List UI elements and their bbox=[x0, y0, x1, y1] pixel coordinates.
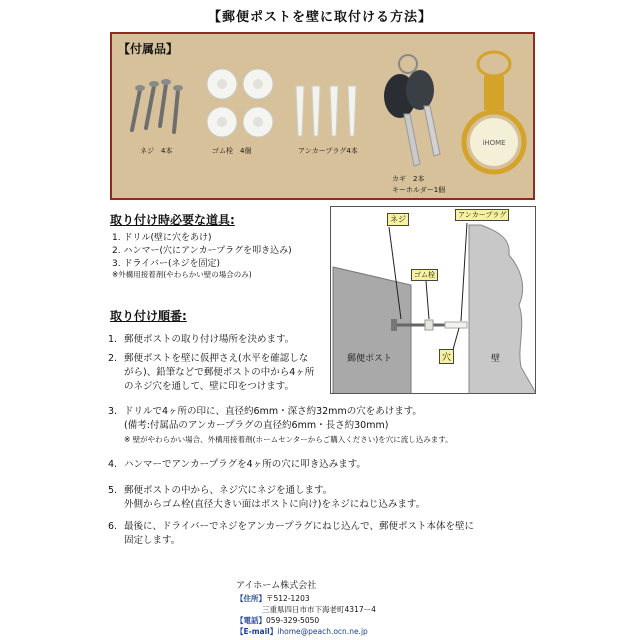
anchor-plugs-image bbox=[288, 84, 366, 140]
procedure-step-3 bbox=[108, 405, 453, 447]
step-text: (備考:付属品のアンカープラグの直径約6mm・長さ約30mm) bbox=[124, 420, 389, 431]
accessories-panel bbox=[110, 32, 535, 200]
keys-image bbox=[374, 54, 460, 174]
step-note: ※ 壁がやわらかい場合、外構用接着剤(ホームセンターからご購入ください)を穴に流し込みます。 bbox=[124, 435, 453, 444]
step-text: がら)、鉛筆などで郵便ポストの中から4ヶ所 bbox=[124, 367, 315, 378]
wall-shape bbox=[469, 225, 536, 394]
company-address: 三重県四日市市下海老町4317ー4 bbox=[262, 605, 376, 614]
accessories-heading: 【付属品】 bbox=[118, 42, 179, 56]
company-name: アイホーム株式会社 bbox=[236, 581, 317, 591]
screws-image bbox=[126, 78, 196, 140]
diagram-screw-label: ネジ bbox=[387, 213, 409, 226]
step-number: 2. bbox=[108, 353, 118, 364]
tool-item-hammer: 2. ハンマー(穴にアンカープラグを叩き込み) bbox=[112, 246, 292, 256]
step-text: ハンマーでアンカープラグを4ヶ所の穴に叩き込みます。 bbox=[124, 459, 366, 470]
email-link[interactable]: ihome@peach.ocn.ne.jp bbox=[277, 627, 368, 636]
step-number: 4. bbox=[108, 459, 118, 470]
procedure-heading: 取り付け順番: bbox=[110, 309, 187, 323]
step-text: のネジ穴を通して、壁に印をつけます。 bbox=[124, 381, 295, 392]
anchor-plugs-label: アンカープラグ4本 bbox=[298, 147, 358, 155]
step-text: 固定します。 bbox=[124, 535, 181, 546]
phone-label: 【電話】 bbox=[236, 616, 266, 625]
phone-number: 059-329-5050 bbox=[266, 616, 320, 625]
step-number: 1. bbox=[108, 334, 118, 345]
keyholder-label: キーホルダー1個 bbox=[392, 186, 446, 194]
company-email[interactable] bbox=[236, 626, 368, 637]
tool-note: ※外構用接着剤(やわらかい壁の場合のみ) bbox=[112, 270, 252, 279]
step-text: 郵便ポストの中から、ネジ穴にネジを通します。 bbox=[124, 485, 333, 496]
tools-heading: 取り付け時必要な道具: bbox=[110, 213, 235, 227]
postal-code: 〒512-1203 bbox=[266, 594, 310, 603]
diagram-rubber-label: ゴム栓 bbox=[411, 269, 438, 281]
keys-label: カギ 2本 bbox=[392, 175, 425, 183]
company-address-postal bbox=[236, 593, 310, 604]
step-number: 6. bbox=[108, 521, 118, 532]
diagram-anchor-label: アンカープラグ bbox=[455, 209, 509, 221]
tool-item-drill: 1. ドリル(壁に穴をあけ) bbox=[112, 233, 212, 243]
procedure-step-5 bbox=[108, 484, 425, 512]
screws-label: ネジ 4本 bbox=[140, 147, 173, 155]
tool-item-driver: 3. ドライバー(ネジを固定) bbox=[112, 259, 221, 269]
step-number: 5. bbox=[108, 485, 118, 496]
page-title: 【郵便ポストを壁に取付ける方法】 bbox=[207, 10, 432, 25]
diagram-wall-label: 壁 bbox=[491, 354, 501, 364]
rubber-plugs-label: ゴム栓 4個 bbox=[212, 147, 252, 155]
company-phone bbox=[236, 615, 319, 626]
step-text: 郵便ポストの取り付け場所を決めます。 bbox=[124, 334, 295, 345]
mailbox-shape bbox=[333, 267, 411, 394]
procedure-step-2 bbox=[108, 352, 314, 394]
installation-diagram bbox=[330, 206, 536, 394]
email-label: 【E-mail】 bbox=[236, 627, 278, 636]
step-number: 3. bbox=[108, 406, 118, 417]
procedure-step-4 bbox=[108, 458, 366, 472]
keyholder-image bbox=[460, 50, 530, 180]
diagram-hole-label: 穴 bbox=[439, 349, 454, 364]
procedure-step-6 bbox=[108, 520, 474, 548]
step-text: 最後に、ドライバーでネジをアンカープラグにねじ込んで、郵便ポスト本体を壁に bbox=[124, 521, 474, 532]
step-text: ドリルで4ヶ所の印に、直径約6mm・深さ約32mmの穴をあけます。 bbox=[124, 406, 422, 417]
rubber-plugs-image bbox=[204, 66, 280, 144]
diagram-post-label: 郵便ポスト bbox=[347, 354, 393, 364]
keyholder-logo-text: iHOME bbox=[482, 139, 506, 147]
procedure-step-1 bbox=[108, 333, 294, 347]
address-label: 【住所】 bbox=[236, 594, 266, 603]
step-text: 郵便ポストを壁に仮押さえ(水平を確認しな bbox=[124, 353, 309, 364]
step-text: 外側からゴム栓(直径大きい面はポストに向け)をネジにねじ込みます。 bbox=[124, 499, 426, 510]
